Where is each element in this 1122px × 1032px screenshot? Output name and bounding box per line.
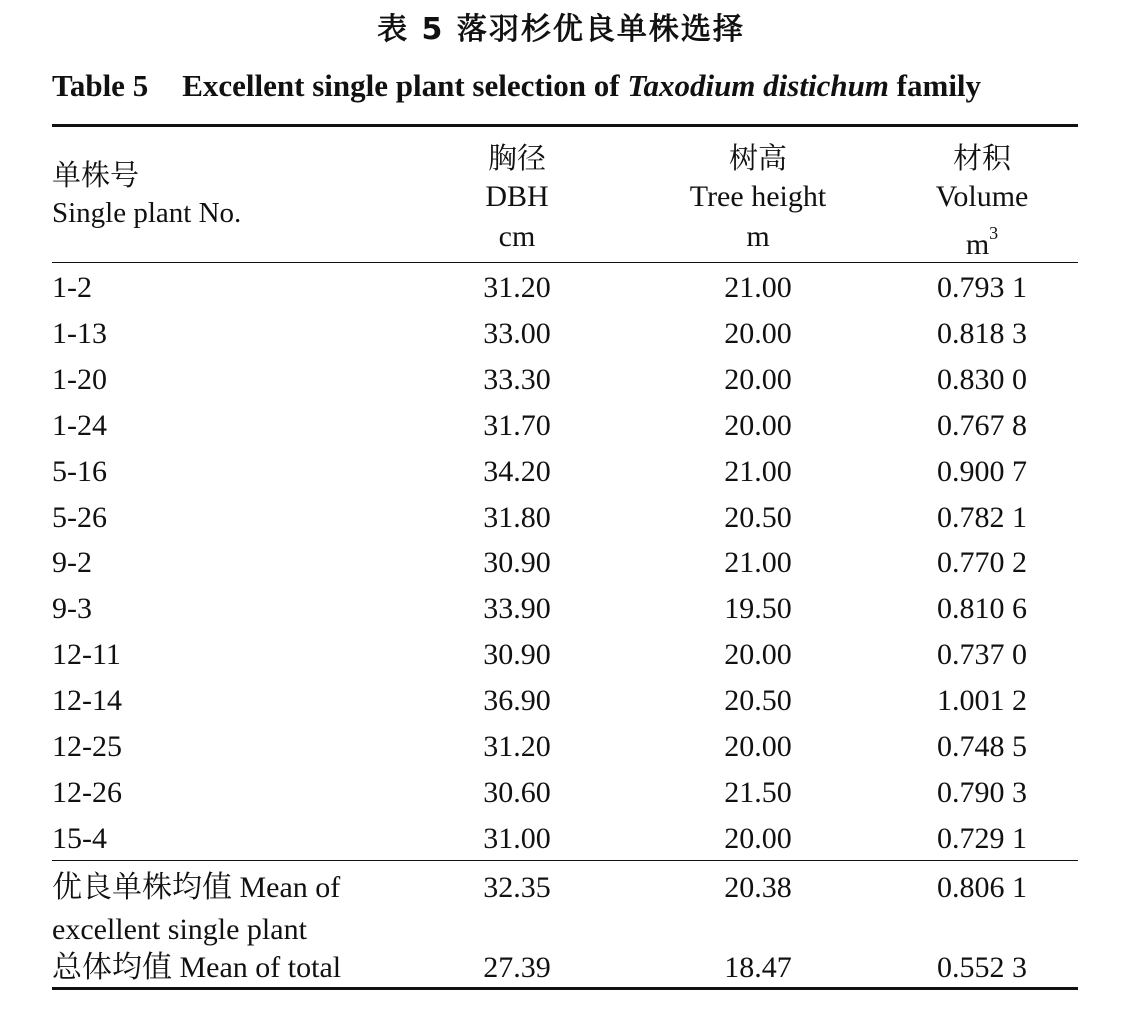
- header-dbh-cn: 胸径: [487, 141, 546, 175]
- table-top-rule: [52, 124, 1078, 127]
- summary-excellent-volume: 0.806 1: [937, 871, 1027, 904]
- header-volume-en: Volume: [935, 180, 1029, 213]
- header-tree-height: [658, 138, 858, 258]
- table-caption-label: Table 5: [52, 68, 149, 103]
- cell-single-plant-no: 9-2: [52, 546, 92, 580]
- cell-volume: 0.729 1: [937, 821, 1027, 855]
- cell-tree-height: 20.00: [724, 316, 792, 350]
- header-volume-unit: [894, 216, 1070, 266]
- cell-single-plant-no: 9-3: [52, 592, 92, 626]
- cell-volume: 0.900 7: [937, 454, 1027, 488]
- header-volume: [894, 138, 1070, 266]
- cell-dbh: 31.70: [483, 408, 551, 442]
- cell-single-plant-no: 1-2: [52, 271, 92, 304]
- table-caption-title-post: family: [888, 68, 982, 103]
- summary-excellent-label-cn: 优良单株均值: [52, 870, 232, 905]
- cell-dbh: 31.80: [483, 500, 551, 534]
- table-caption-title-pre: Excellent single plant selection of: [182, 68, 628, 103]
- cell-tree-height: 21.00: [724, 546, 792, 580]
- cell-tree-height: 20.00: [724, 362, 792, 396]
- cell-single-plant-no: 12-11: [52, 638, 121, 672]
- header-volume-unit-exponent: 3: [989, 223, 999, 243]
- cell-volume: 0.748 5: [937, 730, 1027, 763]
- cell-volume: 1.001 2: [937, 684, 1027, 718]
- cell-single-plant-no: 1-20: [52, 362, 107, 396]
- cell-volume: 0.810 6: [937, 592, 1027, 626]
- header-dbh-unit: cm: [498, 220, 536, 253]
- cell-tree-height: 21.00: [724, 271, 792, 304]
- table-caption-english: [52, 66, 1082, 106]
- summary-total-label-cn: 总体均值: [52, 950, 172, 985]
- cell-tree-height: 20.00: [724, 408, 792, 442]
- cell-single-plant-no: 12-25: [52, 730, 122, 763]
- header-single-plant-no-en: Single plant No.: [52, 197, 242, 229]
- cell-tree-height: 20.00: [724, 638, 792, 672]
- cell-tree-height: 19.50: [724, 592, 792, 626]
- summary-excellent-dbh: 32.35: [483, 871, 551, 904]
- cell-dbh: 34.20: [483, 454, 551, 488]
- cell-volume: 0.793 1: [937, 271, 1027, 304]
- cell-volume: 0.830 0: [937, 362, 1027, 396]
- cell-dbh: 30.60: [483, 775, 551, 809]
- cell-tree-height: 20.00: [724, 730, 792, 763]
- table-bottom-rule: [52, 987, 1078, 990]
- summary-total-volume: 0.552 3: [937, 951, 1027, 984]
- summary-excellent-height: 20.38: [724, 871, 792, 904]
- cell-volume: 0.737 0: [937, 638, 1027, 672]
- cell-single-plant-no: 5-16: [52, 454, 107, 488]
- summary-rule: [52, 860, 1078, 861]
- cell-volume: 0.767 8: [937, 408, 1027, 442]
- cell-volume: 0.790 3: [937, 775, 1027, 809]
- summary-total-height: 18.47: [724, 951, 792, 984]
- cell-dbh: 33.30: [483, 362, 551, 396]
- cell-tree-height: 21.50: [724, 775, 792, 809]
- summary-total-label: [52, 948, 341, 988]
- cell-volume: 0.770 2: [937, 546, 1027, 580]
- header-single-plant-no-cn: 单株号: [52, 158, 140, 192]
- cell-single-plant-no: 12-14: [52, 684, 122, 718]
- cell-dbh: 31.20: [483, 730, 551, 763]
- cell-dbh: 33.00: [483, 316, 551, 350]
- cell-tree-height: 21.00: [724, 454, 792, 488]
- cell-volume: 0.818 3: [937, 316, 1027, 350]
- summary-total-dbh: 27.39: [483, 951, 551, 984]
- table-caption-species: Taxodium distichum: [627, 68, 889, 103]
- cell-single-plant-no: 1-24: [52, 408, 107, 442]
- header-dbh: [436, 138, 598, 258]
- cell-single-plant-no: 5-26: [52, 500, 107, 534]
- header-volume-cn: 材积: [952, 141, 1011, 175]
- cell-tree-height: 20.50: [724, 500, 792, 534]
- cell-single-plant-no: 12-26: [52, 775, 122, 809]
- summary-excellent-label: [52, 868, 340, 908]
- table-caption-chinese: 表 5 落羽杉优良单株选择: [377, 12, 745, 47]
- cell-single-plant-no: 15-4: [52, 821, 107, 855]
- cell-dbh: 30.90: [483, 638, 551, 672]
- cell-dbh: 36.90: [483, 684, 551, 718]
- header-bottom-rule: [52, 262, 1078, 263]
- cell-dbh: 31.00: [483, 821, 551, 855]
- cell-dbh: 33.90: [483, 592, 551, 626]
- cell-tree-height: 20.50: [724, 684, 792, 718]
- header-volume-unit-base: m: [965, 228, 990, 261]
- header-dbh-en: DBH: [485, 180, 549, 213]
- summary-excellent-label-en: Mean of: [232, 871, 341, 904]
- header-single-plant-no: [52, 156, 241, 232]
- summary-total-label-en: Mean of total: [172, 951, 342, 984]
- cell-dbh: 30.90: [483, 546, 551, 580]
- cell-dbh: 31.20: [483, 271, 551, 304]
- cell-single-plant-no: 1-13: [52, 316, 107, 350]
- cell-tree-height: 20.00: [724, 821, 792, 855]
- header-tree-height-cn: 树高: [728, 141, 787, 175]
- cell-volume: 0.782 1: [937, 500, 1027, 534]
- header-tree-height-unit: m: [746, 220, 770, 253]
- summary-excellent-label-line2: excellent single plant: [52, 913, 307, 946]
- header-tree-height-en: Tree height: [689, 180, 827, 213]
